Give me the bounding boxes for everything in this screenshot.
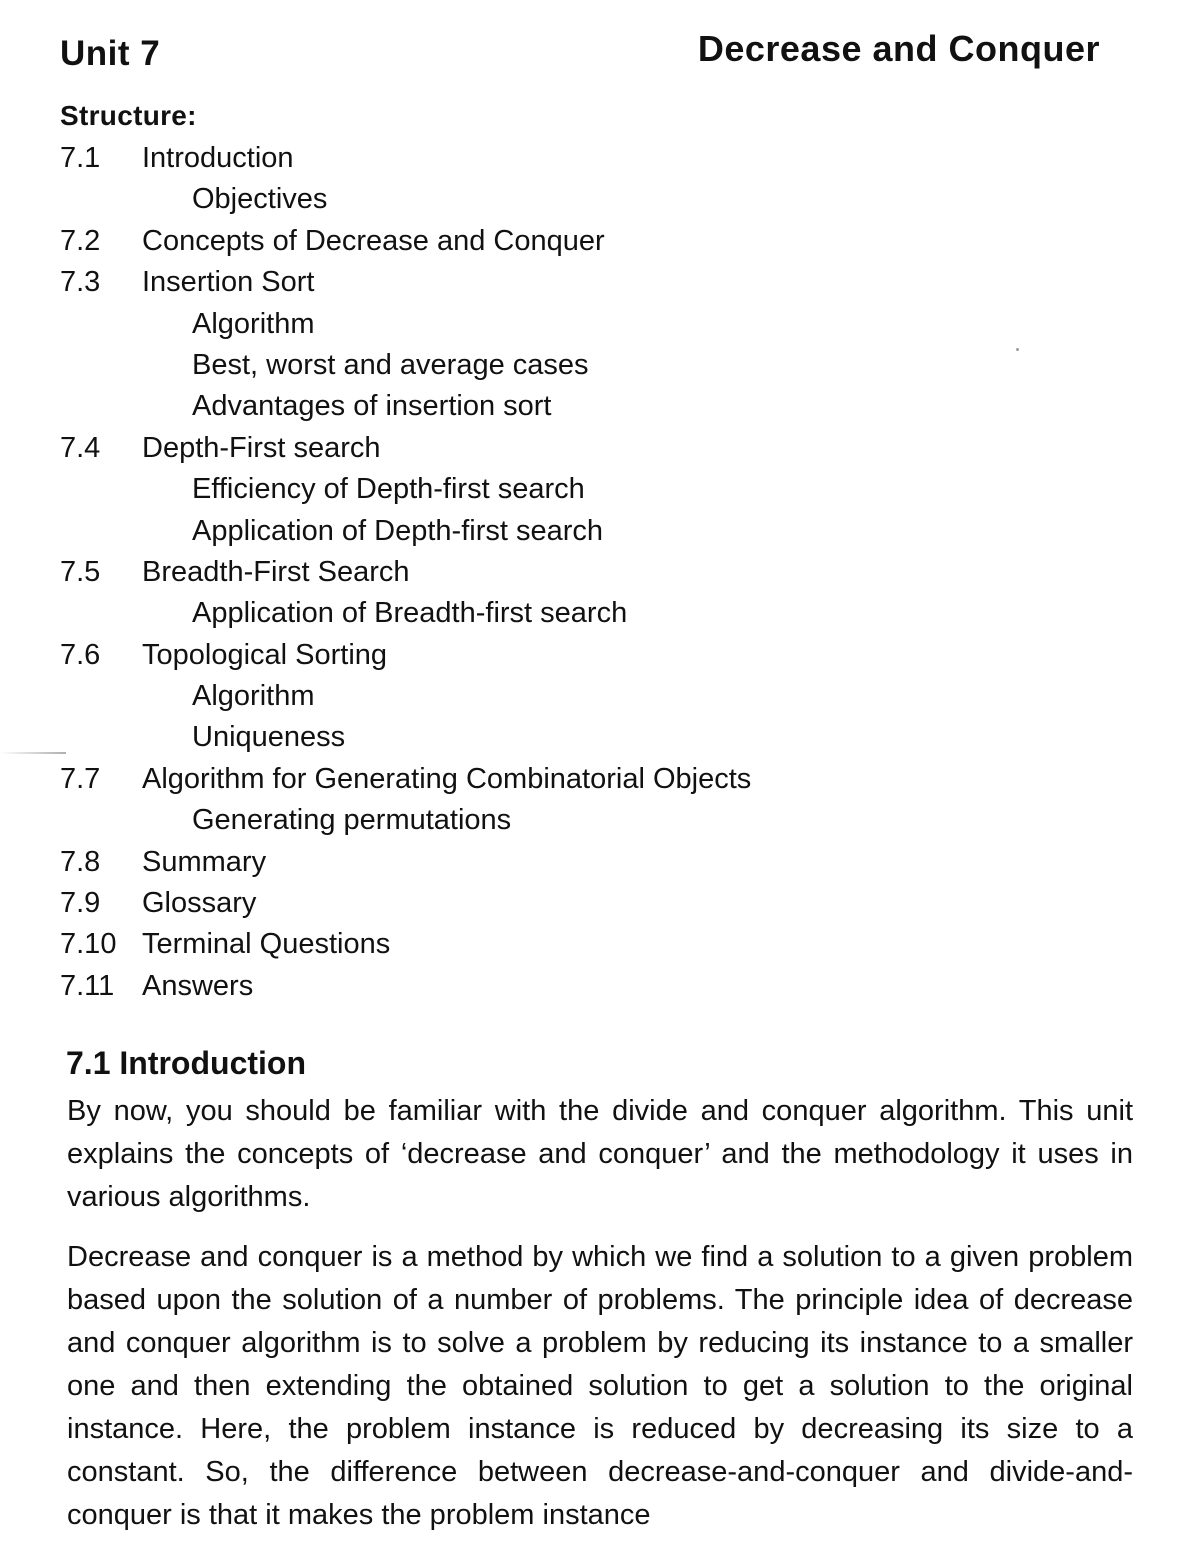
structure-item — [60, 552, 960, 593]
structure-item-number: 7.9 — [60, 887, 101, 920]
intro-paragraph-2: Decrease and conquer is a method by which we find a solution to a given problem based upon the solution of a number of problems. The principle idea of decrease and conquer algorithm is to solve a problem by reducing its instance to a smaller one and then extending the obtained solution to get a solution to the original instance. Here, the problem instance is reduced by decreasing its size to a constant. So, the difference between decrease-and-conquer and divide-and-conquer is that it makes the problem instance — [67, 1241, 1133, 1531]
structure-item-label: Algorithm — [192, 680, 315, 713]
structure-item — [60, 759, 960, 800]
structure-item — [60, 842, 960, 883]
structure-subitem — [60, 676, 960, 717]
structure-item-number: 7.3 — [60, 266, 101, 299]
structure-item — [60, 635, 960, 676]
structure-item-label: Terminal Questions — [142, 928, 391, 961]
structure-subitem — [60, 717, 960, 758]
structure-item — [60, 883, 960, 924]
structure-item — [60, 262, 960, 303]
structure-item-label: Concepts of Decrease and Conquer — [142, 224, 605, 257]
structure-list — [60, 138, 960, 1007]
structure-item-number: 7.4 — [60, 431, 101, 464]
structure-item-label: Answers — [142, 969, 254, 1002]
structure-label: Structure: — [60, 100, 197, 131]
unit-number: Unit 7 — [60, 34, 161, 73]
structure-subitem — [60, 304, 960, 345]
structure-subitem — [60, 593, 960, 634]
structure-item-number: 7.6 — [60, 638, 101, 671]
structure-item-number: 7.8 — [60, 845, 101, 878]
structure-subitem — [60, 469, 960, 510]
structure-item-number: 7.5 — [60, 555, 101, 588]
structure-subitem — [60, 386, 960, 427]
structure-item-label: Algorithm for Generating Combinatorial Objects — [142, 762, 752, 795]
scan-artifact-line — [0, 752, 66, 754]
section-heading: 7.1 Introduction — [66, 1045, 306, 1081]
structure-subitem — [60, 345, 960, 386]
structure-subitem — [60, 511, 960, 552]
structure-item-label: Advantages of insertion sort — [192, 390, 552, 423]
structure-item-label: Breadth-First Search — [142, 555, 410, 588]
scan-artifact-dot — [1016, 348, 1019, 351]
structure-item-label: Application of Breadth-first search — [192, 597, 628, 630]
structure-item-label: Application of Depth-first search — [192, 514, 604, 547]
intro-paragraph-1: By now, you should be familiar with the divide and conquer algorithm. This unit explains the concepts of ‘decrease and conquer’ and the methodology it uses in various algorithms. — [67, 1095, 1133, 1213]
structure-item — [60, 924, 960, 965]
structure-item-label: Objectives — [192, 183, 328, 216]
structure-item-label: Efficiency of Depth-first search — [192, 473, 585, 506]
unit-header — [60, 28, 1100, 84]
structure-item-label: Glossary — [142, 887, 257, 920]
structure-subitem — [60, 800, 960, 841]
structure-item-label: Insertion Sort — [142, 266, 315, 299]
structure-item-label: Depth-First search — [142, 431, 381, 464]
structure-item-label: Summary — [142, 845, 267, 878]
structure-subitem — [60, 179, 960, 220]
structure-item-number: 7.11 — [60, 969, 115, 1002]
unit-title: Decrease and Conquer — [697, 28, 1100, 69]
structure-item-number: 7.7 — [60, 762, 101, 795]
structure-item-label: Best, worst and average cases — [192, 348, 589, 381]
structure-item — [60, 138, 960, 179]
structure-item — [60, 221, 960, 262]
structure-item-number: 7.2 — [60, 224, 101, 257]
structure-item — [60, 966, 960, 1007]
structure-item-label: Topological Sorting — [142, 638, 388, 671]
structure-item-label: Algorithm — [192, 307, 315, 340]
structure-item-number: 7.1 — [60, 142, 101, 174]
structure-item-label: Introduction — [142, 142, 294, 174]
structure-item-label: Generating permutations — [192, 804, 512, 837]
structure-item-label: Uniqueness — [192, 721, 346, 754]
structure-item — [60, 428, 960, 469]
structure-item-number: 7.10 — [60, 928, 117, 961]
